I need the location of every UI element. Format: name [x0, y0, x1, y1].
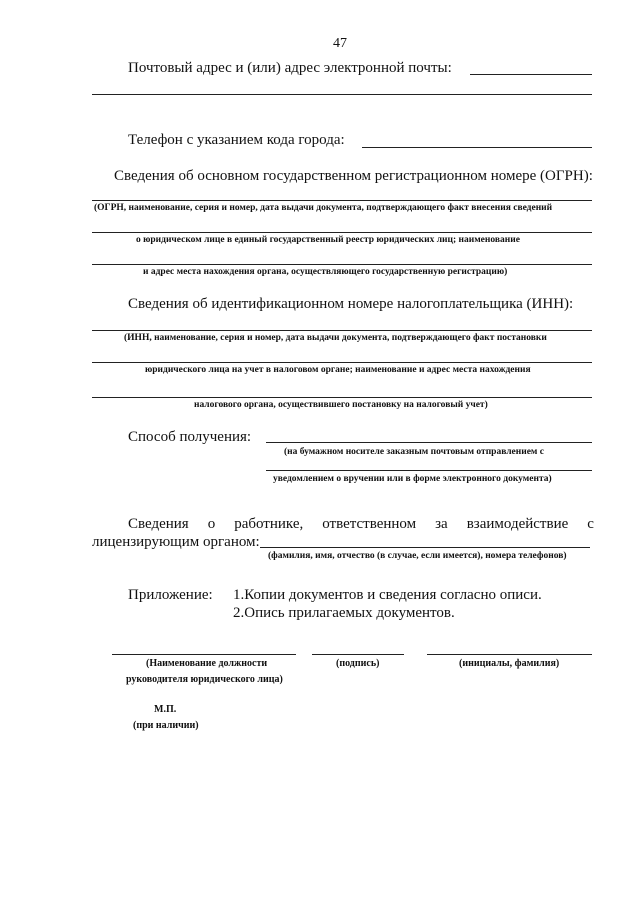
ogrn-hint-3: и адрес места нахождения органа, осуществляющего государственную регистрацию) [143, 267, 508, 277]
appendix-label: Приложение: [128, 587, 213, 603]
inn-field[interactable] [92, 330, 592, 331]
employee-word: работнике, [234, 516, 304, 532]
postal-address-field-line-2[interactable] [92, 94, 592, 95]
employee-word: ответственном [322, 516, 417, 532]
ogrn-field-line-3[interactable] [92, 264, 592, 265]
employee-word: о [207, 516, 216, 532]
employee-word: с [587, 516, 594, 532]
employee-word: за [435, 516, 448, 532]
inn-hint-3: налогового органа, осуществившего постановку на налоговый учет) [194, 400, 488, 410]
inn-hint-2: юридического лица на учет в налоговом органе; наименование и адрес места нахождения [145, 365, 531, 375]
appendix-item-1: 1.Копии документов и сведения согласно описи. [233, 587, 542, 603]
method-hint-2: уведомлением о вручении или в форме электронного документа) [273, 474, 552, 484]
postal-address-field[interactable] [470, 74, 592, 75]
ogrn-field[interactable] [92, 200, 592, 201]
position-field[interactable] [112, 654, 296, 655]
employee-field[interactable] [260, 547, 590, 548]
method-field[interactable] [266, 442, 592, 443]
appendix-item-2: 2.Опись прилагаемых документов. [233, 605, 455, 621]
employee-hint: (фамилия, имя, отчество (в случае, если имеется), номера телефонов) [268, 551, 567, 561]
page-number: 47 [333, 36, 347, 51]
employee-label-line-1 [128, 516, 594, 533]
phone-label: Телефон с указанием кода города: [128, 132, 345, 148]
signature-field[interactable] [312, 654, 404, 655]
initials-caption: (инициалы, фамилия) [459, 658, 560, 669]
stamp-label: М.П. [154, 704, 177, 715]
position-caption-2: руководителя юридического лица) [126, 674, 283, 685]
inn-field-line-2[interactable] [92, 362, 592, 363]
employee-word: взаимодействие [466, 516, 569, 532]
inn-hint-1: (ИНН, наименование, серия и номер, дата выдачи документа, подтверждающего факт постановки [124, 333, 547, 343]
method-label: Способ получения: [128, 429, 252, 445]
ogrn-hint-1: (ОГРН, наименование, серия и номер, дата выдачи документа, подтверждающего факт внесения сведений [94, 203, 553, 213]
phone-field[interactable] [362, 147, 592, 148]
employee-word: Сведения [128, 516, 189, 532]
ogrn-heading: Сведения об основном государственном регистрационном номере (ОГРН): [114, 168, 593, 184]
postal-address-label: Почтовый адрес и (или) адрес электронной почты: [128, 60, 452, 76]
method-hint-1: (на бумажном носителе заказным почтовым отправлением с [284, 447, 544, 457]
inn-heading: Сведения об идентификационном номере налогоплательщика (ИНН): [128, 296, 574, 312]
initials-field[interactable] [427, 654, 592, 655]
position-caption-1: (Наименование должности [146, 658, 268, 669]
method-field-line-2[interactable] [266, 470, 592, 471]
signature-caption: (подпись) [336, 658, 380, 669]
ogrn-hint-2: о юридическом лице в единый государственный реестр юридических лиц; наименование [136, 235, 520, 245]
ogrn-field-line-2[interactable] [92, 232, 592, 233]
inn-field-line-3[interactable] [92, 397, 592, 398]
stamp-note: (при наличии) [133, 720, 199, 731]
employee-label-line-2: лицензирующим органом: [92, 534, 260, 550]
